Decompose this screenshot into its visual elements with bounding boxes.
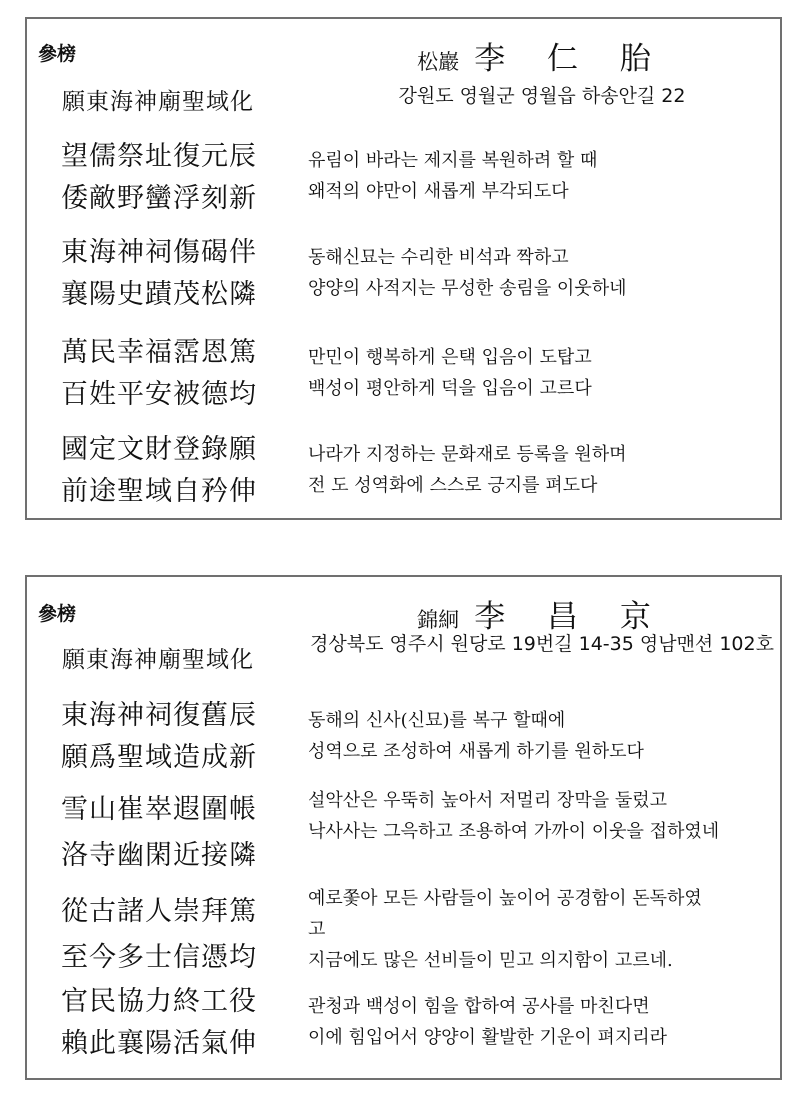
hanja-line: 萬民幸福霑恩篤 — [61, 337, 257, 368]
hanja-line: 東海神祠復舊辰 — [61, 700, 257, 731]
hanja-line: 襄陽史蹟茂松隣 — [61, 279, 257, 310]
author-line — [302, 591, 782, 636]
korean-line: 설악산은 우뚝히 높아서 저멀리 장막을 둘렀고 — [308, 790, 667, 811]
hanja-line: 賴此襄陽活氣伸 — [61, 1028, 257, 1059]
korean-line: 나라가 지정하는 문화재로 등록을 원하며 — [308, 444, 627, 465]
label-chambang: 參榜 — [38, 43, 77, 65]
author-pen-name: 錦絅 — [417, 608, 460, 632]
korean-line: 관청과 백성이 힘을 합하여 공사를 마친다면 — [308, 996, 650, 1017]
korean-line: 만민이 행복하게 은택 입음이 도탑고 — [308, 347, 592, 368]
korean-line: 예로쫓아 모든 사람들이 높이어 공경함이 돈독하였고 — [308, 888, 702, 940]
korean-line: 이에 힘입어서 양양이 활발한 기운이 펴지리라 — [308, 1027, 667, 1048]
poem-card-1 — [25, 17, 782, 520]
hanja-line: 願爲聖域造成新 — [61, 742, 257, 773]
author-name: 李 仁 胎 — [474, 41, 667, 77]
hanja-line: 東海神祠傷碣伴 — [61, 237, 257, 268]
hanja-line: 倭敵野蠻浮刻新 — [61, 183, 257, 214]
korean-line: 동해의 신사(신묘)를 복구 할때에 — [308, 710, 566, 731]
korean-line: 양양의 사적지는 무성한 송림을 이웃하네 — [308, 278, 627, 299]
author-line — [302, 33, 782, 78]
poem-card-2 — [25, 575, 782, 1080]
hanja-line: 至今多士信憑均 — [61, 942, 257, 973]
label-chambang: 參榜 — [38, 603, 77, 625]
author-pen-name: 松巖 — [417, 50, 460, 74]
hanja-line: 洛寺幽閑近接隣 — [61, 840, 257, 871]
hanja-line: 百姓平安被德均 — [61, 379, 257, 410]
hanja-line: 從古諸人崇拜篤 — [61, 896, 257, 927]
author-address: 경상북도 영주시 원당로 19번길 14-35 영남맨션 102호 — [310, 633, 774, 655]
korean-line: 왜적의 야만이 새롭게 부각되도다 — [308, 181, 569, 202]
hanja-line: 國定文財登錄願 — [61, 434, 257, 465]
korean-line: 동해신묘는 수리한 비석과 짝하고 — [308, 247, 569, 268]
hanja-line: 官民協力終工役 — [61, 986, 257, 1017]
korean-line: 유림이 바라는 제지를 복원하려 할 때 — [308, 150, 598, 171]
hanja-line: 望儒祭址復元辰 — [61, 141, 257, 172]
korean-line: 백성이 평안하게 덕을 입음이 고르다 — [308, 378, 592, 399]
author-name: 李 昌 京 — [474, 599, 667, 635]
poem-title: 願東海神廟聖域化 — [62, 647, 254, 673]
korean-line: 지금에도 많은 선비들이 믿고 의지함이 고르네. — [308, 950, 673, 971]
korean-line: 전 도 성역화에 스스로 긍지를 펴도다 — [308, 475, 598, 496]
korean-line: 성역으로 조성하여 새롭게 하기를 원하도다 — [308, 741, 644, 762]
hanja-line: 雪山崔崒遐圍帳 — [61, 794, 257, 825]
korean-line: 낙사사는 그윽하고 조용하여 가까이 이웃을 접하였네 — [308, 821, 720, 842]
author-address: 강원도 영월군 영월읍 하송안길 22 — [398, 85, 686, 107]
poem-title: 願東海神廟聖域化 — [62, 89, 254, 115]
hanja-line: 前途聖域自矜伸 — [61, 476, 257, 507]
